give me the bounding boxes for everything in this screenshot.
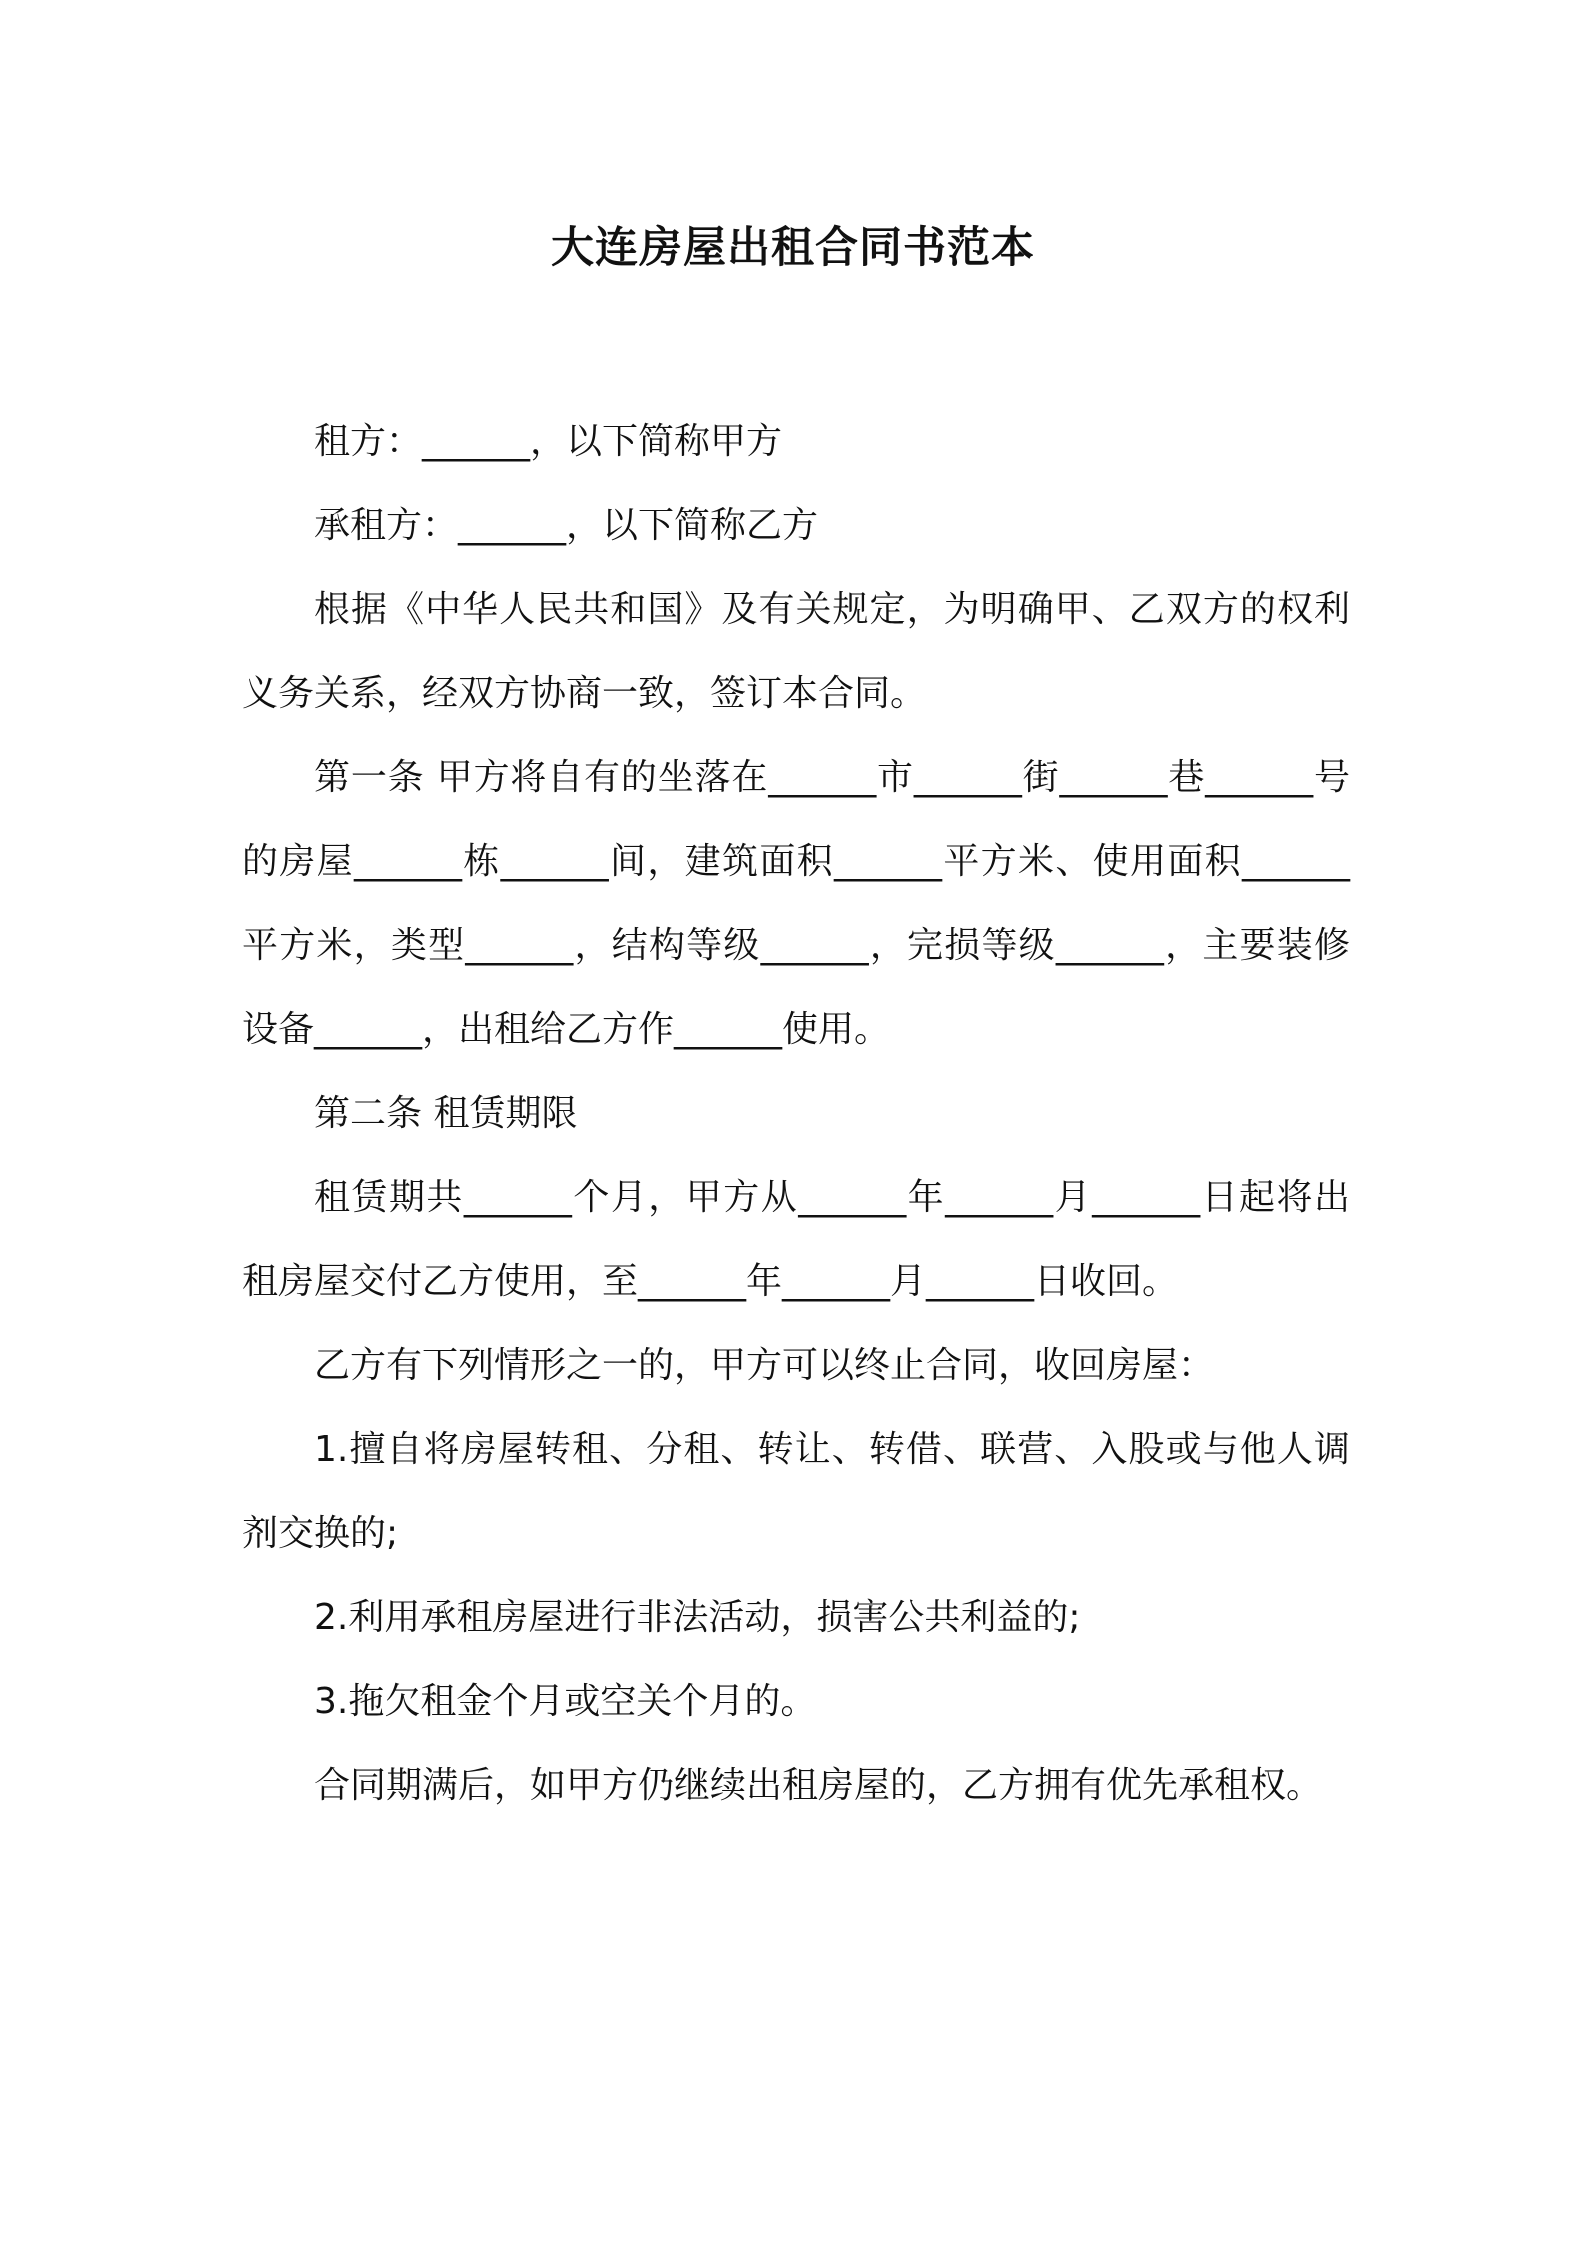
paragraph-renewal-priority: 合同期满后，如甲方仍继续出租房屋的，乙方拥有优先承租权。 (314, 1765, 1323, 1806)
paragraph-article-2-heading: 第二条 租赁期限 (314, 1093, 578, 1134)
paragraph-lease-term: 租赁期共______个月，甲方从______年______月______日起将出租房屋交付乙方使用，至______年______月______日收回。 (242, 1177, 1350, 1302)
paragraph-termination-conditions: 乙方有下列情形之一的，甲方可以终止合同，收回房屋： (314, 1345, 1215, 1386)
paragraph-article-1: 第一条 甲方将自有的坐落在______市______街______巷______号的房屋______栋______间，建筑面积______平方米、使用面积______平方米，类型______，结构等级______，完损等级______，主要装修设备______，出租给乙方作______使用。 (242, 757, 1350, 1050)
paragraph-condition-2: 2.利用承租房屋进行非法活动，损害公共利益的; (314, 1597, 1081, 1638)
paragraph-condition-3: 3.拖欠租金个月或空关个月的。 (314, 1681, 817, 1722)
paragraph-lessee: 承租方：______，以下简称乙方 (314, 505, 819, 546)
document-title: 大连房屋出租合同书范本 (551, 223, 1035, 273)
document-body (242, 400, 1350, 1828)
paragraph-basis: 根据《中华人民共和国》及有关规定，为明确甲、乙双方的权利义务关系，经双方协商一致，签订本合同。 (242, 589, 1350, 714)
paragraph-lessor: 租方：______，以下简称甲方 (314, 421, 783, 462)
paragraph-condition-1: 1.擅自将房屋转租、分租、转让、转借、联营、入股或与他人调剂交换的; (242, 1429, 1350, 1554)
